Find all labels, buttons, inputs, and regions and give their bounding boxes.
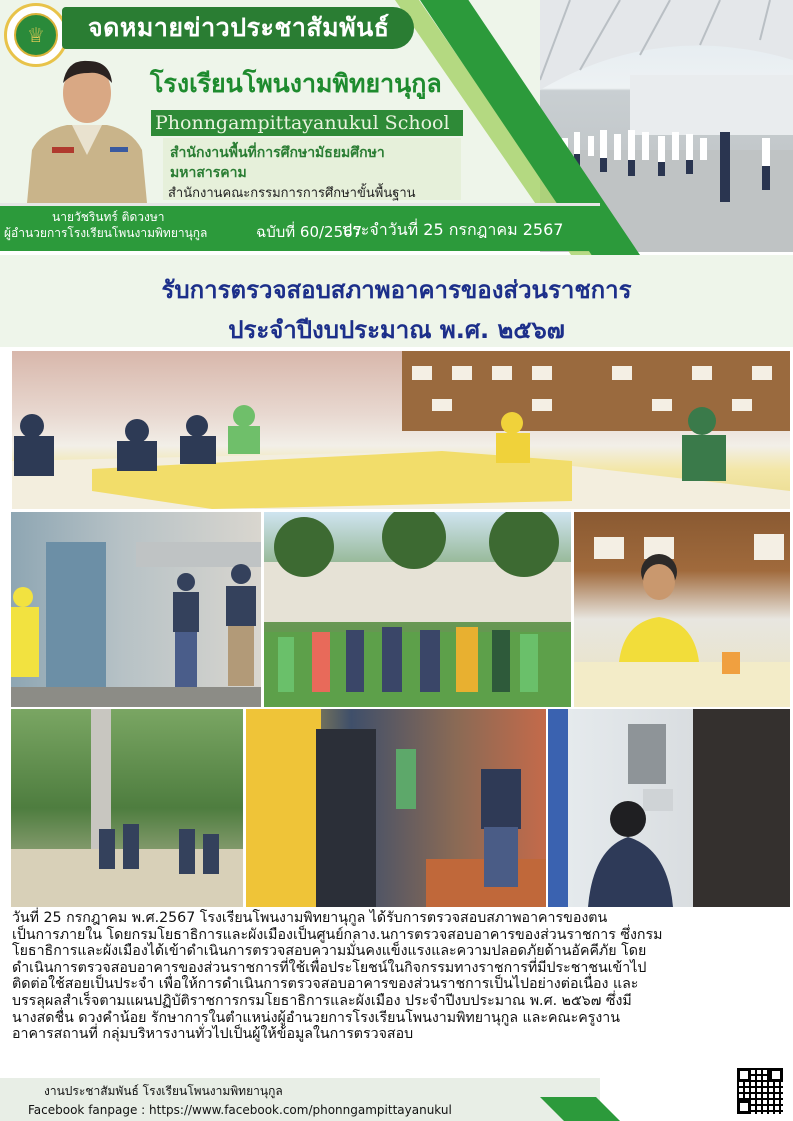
- director-portrait: [22, 55, 152, 203]
- newsletter-title: จดหมายข่าวประชาสัมพันธ์: [62, 7, 414, 49]
- qr-finder: [769, 1068, 783, 1082]
- headline-line-2: ประจำปีงบประมาณ พ.ศ. ๒๕๖๗: [228, 316, 565, 344]
- office-line-1: สำนักงานพื้นที่การศึกษามัธยมศึกษา: [170, 145, 385, 161]
- article-line: ติดต่อใช้สอยเป็นประจำ เพื่อให้การดำเนินการตรวจสอบอาคารของส่วนราชการเป็นไปอย่างต่อเนื่อง และ: [12, 976, 639, 993]
- headline-line-1: รับการตรวจสอบสภาพอาคารของส่วนราชการ: [161, 276, 632, 304]
- qr-finder: [737, 1068, 751, 1082]
- director-position: ผู้อำนวยการโรงเรียนโพนงามพิทยานุกูล: [4, 226, 208, 240]
- article-line: ดำเนินการตรวจสอบอาคารของส่วนราชการที่ใช้เพื่อประโยชน์ในกิจกรรมทางราชการที่มีประชาชนเข้าไป: [12, 959, 647, 976]
- office-line-2: มหาสารคาม: [170, 165, 247, 181]
- issue-bar-divider: [0, 203, 600, 206]
- school-emblem-icon: ♕: [14, 13, 58, 57]
- article-line: อาคารสถานที่ กลุ่มบริหารงานทั่วไปเป็นผู้ให้ข้อมูลในการตรวจสอบ: [12, 1026, 414, 1043]
- inspection-yard-photo: [11, 709, 243, 907]
- director-name: นายวัชรินทร์ ติดวงษา: [52, 210, 165, 224]
- corridor-inspection-photo: [246, 709, 546, 907]
- article-line: เป็นการภายใน โดยกรมโยธาธิการและผังเมืองเป็นศูนย์กลาง.นการตรวจสอบอาคารของส่วนราชการ ซึ่งกรม: [12, 926, 663, 943]
- pr-unit: งานประชาสัมพันธ์ โรงเรียนโพนงามพิทยานุกูล: [44, 1084, 283, 1098]
- article-line: นางสดชื่น ดวงคำน้อย รักษาการในตำแหน่งผู้อำนวยการโรงเรียนโพนงามพิทยานุกูล และคณะครูงาน: [12, 1009, 620, 1026]
- qr-code-icon[interactable]: [735, 1066, 785, 1116]
- electrical-panel-photo: [548, 709, 790, 907]
- officer-at-desk-photo: [574, 512, 790, 707]
- office-line-3: สำนักงานคณะกรรมการการศึกษาขั้นพื้นฐาน: [168, 186, 416, 201]
- group-outdoor-photo: [264, 512, 571, 707]
- meeting-room-photo: [12, 351, 790, 509]
- issue-date: ประจำวันที่ 25 กรกฎาคม 2567: [342, 220, 564, 239]
- issue-number: ฉบับที่ 60/2567: [256, 223, 363, 241]
- qr-finder: [737, 1100, 751, 1114]
- school-name-thai: โรงเรียนโพนงามพิทยานุกูล: [150, 69, 442, 98]
- article-line: โยธาธิการและผังเมืองได้เข้าดำเนินการตรวจสอบความมั่นคงแข็งแรงและความปลอดภัยด้านอัคคีภัย โดย: [12, 943, 647, 960]
- inspection-hallway-photo: [11, 512, 261, 707]
- school-name-english: Phonngampittayanukul School: [151, 110, 463, 136]
- facebook-link[interactable]: Facebook fanpage : https://www.facebook.com/phonngampittayanukul: [28, 1103, 452, 1117]
- article-body: [12, 910, 788, 1043]
- article-line: วันที่ 25 กรกฎาคม พ.ศ.2567 โรงเรียนโพนงามพิทยานุกูล ได้รับการตรวจสอบสภาพอาคารของตน: [12, 910, 608, 926]
- article-line: บรรลุผลสำเร็จตามแผนปฏิบัติราชการกรมโยธาธิการและผังเมือง ประจำปีงบประมาณ พ.ศ. ๒๕๖๗ ซึ่งมี: [12, 992, 632, 1009]
